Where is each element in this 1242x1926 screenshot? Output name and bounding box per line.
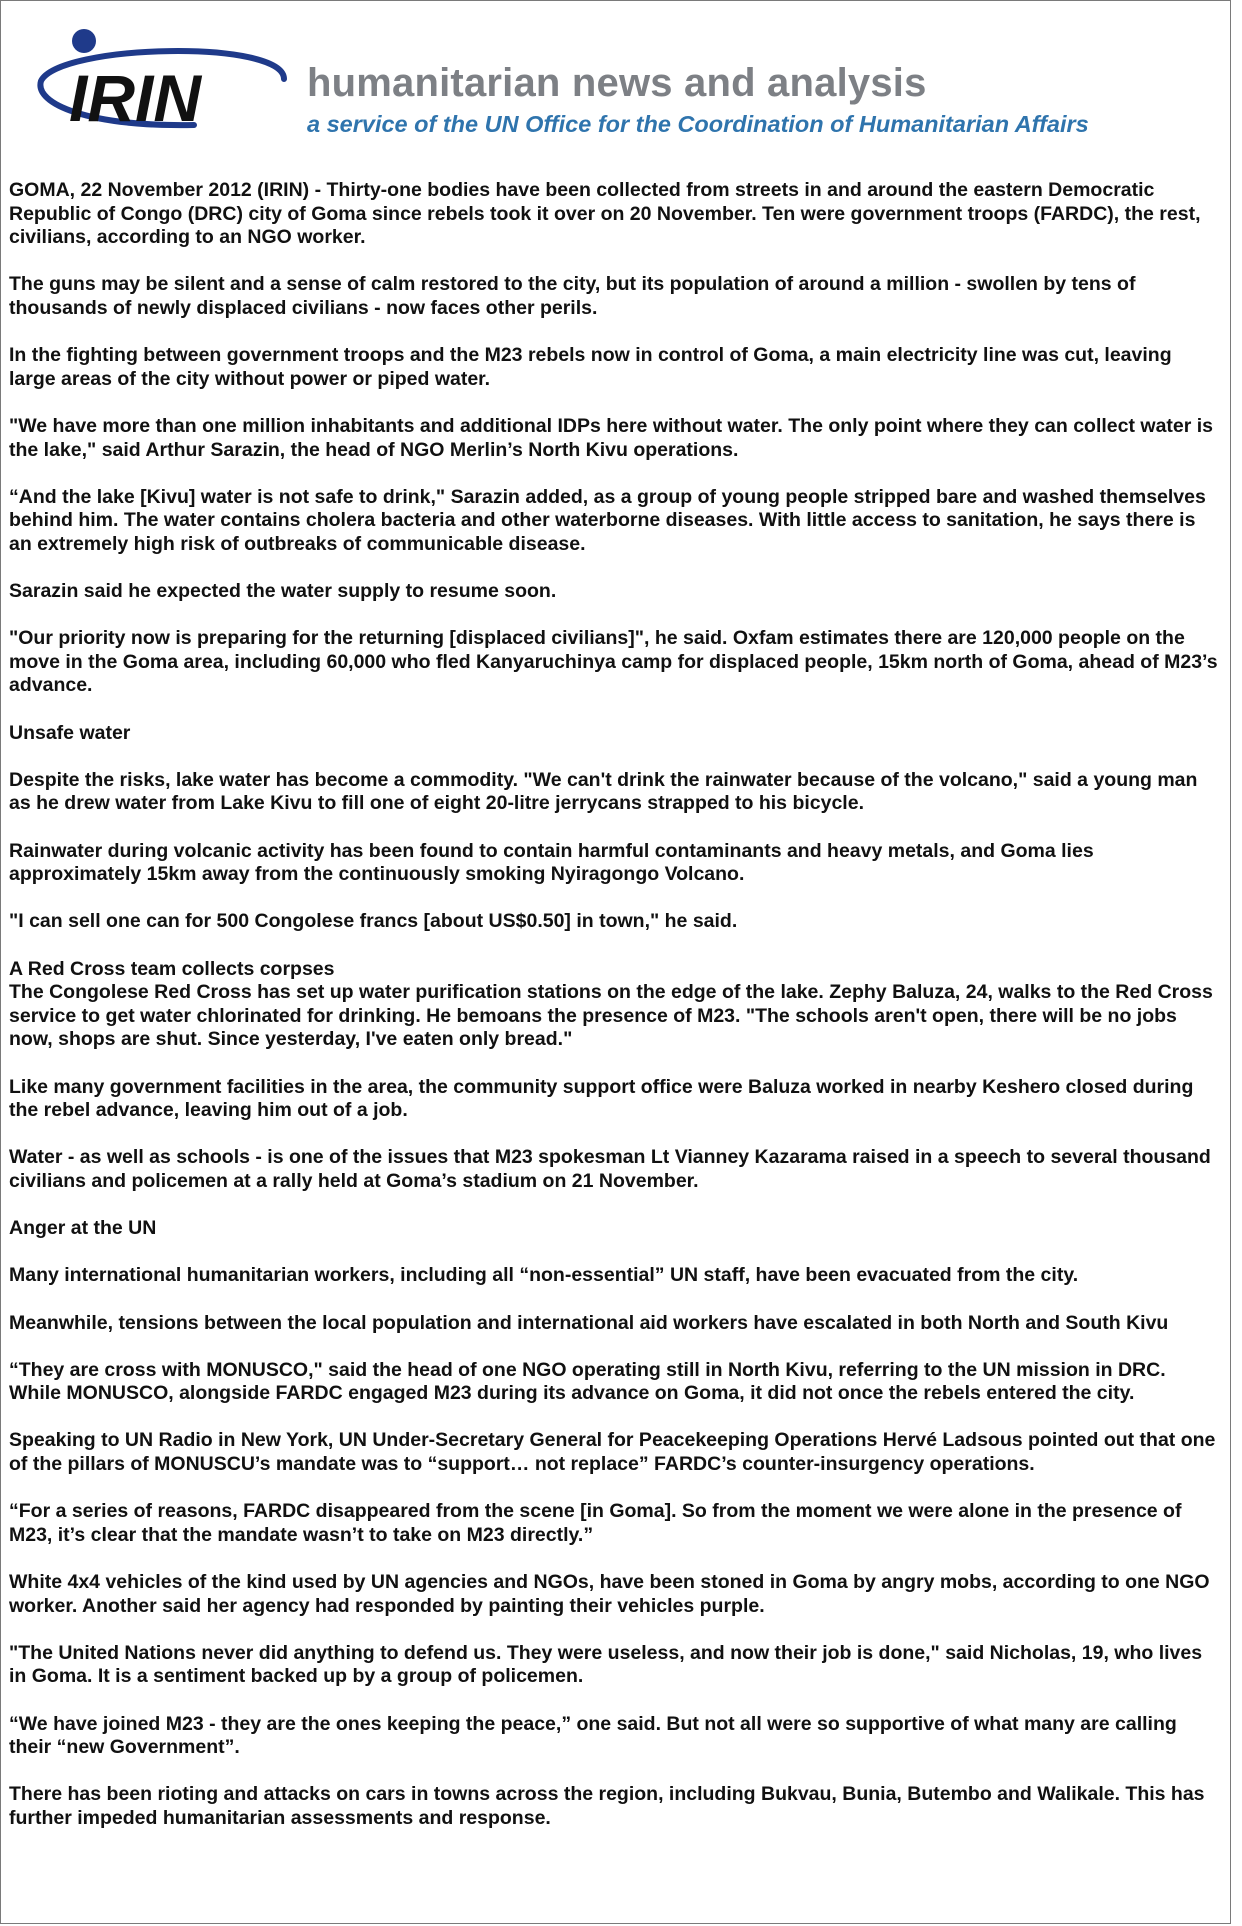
logo-wordmark: IRIN bbox=[69, 61, 201, 135]
paragraph: Rainwater during volcanic activity has been found to contain harmful contaminants and heavy metals, and Goma lies approximately 15km away from the continuously smoking Nyiragongo Volcano. bbox=[9, 839, 1094, 886]
service-line: a service of the UN Office for the Coordination of Humanitarian Affairs bbox=[307, 111, 1089, 137]
photo-caption: A Red Cross team collects corpses bbox=[9, 957, 335, 980]
paragraph: The guns may be silent and a sense of calm restored to the city, but its population of around a million - swollen by tens of thousands of newly displaced civilians - now faces other perils. bbox=[9, 273, 1136, 319]
paragraph: GOMA, 22 November 2012 (IRIN) - Thirty-one bodies have been collected from streets in and around the eastern Democratic Republic of Congo (DRC) city of Goma since rebels took it over on 20 November. Ten were government troops (FARDC), the rest, civilians, according to an NGO worker. bbox=[9, 179, 1201, 249]
article-body bbox=[9, 179, 1221, 1854]
tagline: humanitarian news and analysis bbox=[307, 61, 927, 105]
paragraph: Sarazin said he expected the water supply to resume soon. bbox=[9, 580, 557, 603]
paragraph: Despite the risks, lake water has become a commodity. "We can't drink the rainwater because of the volcano," said a young man as he drew water from Lake Kivu to fill one of eight 20-litre jerrycans strapped to his bicycle. bbox=[9, 768, 1198, 815]
paragraph: "We have more than one million inhabitants and additional IDPs here without water. The only point where they can collect water is the lake," said Arthur Sarazin, the head of NGO Merlin’s North Kivu operations. bbox=[9, 414, 1214, 461]
paragraph: Speaking to UN Radio in New York, UN Under-Secretary General for Peacekeeping Operations Hervé Ladsous pointed out that one of the pillars of MONUSCU’s mandate was to “support… not replace” FARDC’s counter-insurgency operations. bbox=[9, 1429, 1216, 1476]
paragraph: "Our priority now is preparing for the returning [displaced civilians]", he said. Oxfam estimates there are 120,000 people on the move in the Goma area, including 60,000 who fled Kanyaruchinya camp for displaced people, 15km north of Goma, ahead of M23’s advance. bbox=[9, 627, 1218, 697]
paragraph: "I can sell one can for 500 Congolese francs [about US$0.50] in town," he said. bbox=[9, 910, 738, 933]
paragraph: Meanwhile, tensions between the local population and international aid workers have escalated in both North and South Kivu bbox=[9, 1311, 1169, 1334]
paragraph: There has been rioting and attacks on cars in towns across the region, including Bukvau, Bunia, Butembo and Walikale. This has further impeded humanitarian assessments and response. bbox=[9, 1783, 1205, 1829]
section-heading: Unsafe water bbox=[9, 721, 131, 744]
paragraph: “We have joined M23 - they are the ones keeping the peace,” one said. But not all were so supportive of what many are calling their “new Government”. bbox=[9, 1712, 1177, 1759]
paragraph: Water - as well as schools - is one of the issues that M23 spokesman Lt Vianney Kazarama raised in a speech to several thousand civilians and policemen at a rally held at Goma’s stadium on 21 November. bbox=[9, 1146, 1211, 1192]
irin-logo bbox=[29, 19, 299, 149]
paragraph: The Congolese Red Cross has set up water purification stations on the edge of the lake. Zephy Baluza, 24, walks to the Red Cross service to get water chlorinated for drinking. He bemoans the presence of M23. "The schools aren't open, there will be no jobs now, shops are shut. Since yesterday, I've eaten only bread." bbox=[9, 981, 1213, 1051]
paragraph: Many international humanitarian workers, including all “non-essential” UN staff, have been evacuated from the city. bbox=[9, 1264, 1079, 1287]
paragraph: “And the lake [Kivu] water is not safe to drink," Sarazin added, as a group of young people stripped bare and washed themselves behind him. The water contains cholera bacteria and other waterborne diseases. With little access to sanitation, he says there is an extremely high risk of outbreaks of communicable disease. bbox=[9, 485, 1206, 555]
paragraph: White 4x4 vehicles of the kind used by UN agencies and NGOs, have been stoned in Goma by angry mobs, according to one NGO worker. Another said her agency had responded by painting their vehicles purple. bbox=[9, 1571, 1210, 1617]
paragraph: “They are cross with MONUSCO," said the head of one NGO operating still in North Kivu, referring to the UN mission in DRC. While MONUSCO, alongside FARDC engaged M23 during its advance on Goma, it did not once the rebels entered the city. bbox=[9, 1358, 1166, 1405]
paragraph: “For a series of reasons, FARDC disappeared from the scene [in Goma]. So from the moment we were alone in the presence of M23, it’s clear that the mandate wasn’t to take on M23 directly.” bbox=[9, 1500, 1182, 1546]
paragraph: "The United Nations never did anything to defend us. They were useless, and now their job is done," said Nicholas, 19, who lives in Goma. It is a sentiment backed up by a group of policemen. bbox=[9, 1641, 1203, 1688]
paragraph: In the fighting between government troops and the M23 rebels now in control of Goma, a main electricity line was cut, leaving large areas of the city without power or piped water. bbox=[9, 344, 1172, 390]
section-heading: Anger at the UN bbox=[9, 1217, 157, 1240]
masthead bbox=[1, 1, 1230, 171]
logo-dot bbox=[72, 29, 96, 53]
paragraph: Like many government facilities in the area, the community support office were Baluza worked in nearby Keshero closed during the rebel advance, leaving him out of a job. bbox=[9, 1075, 1194, 1122]
